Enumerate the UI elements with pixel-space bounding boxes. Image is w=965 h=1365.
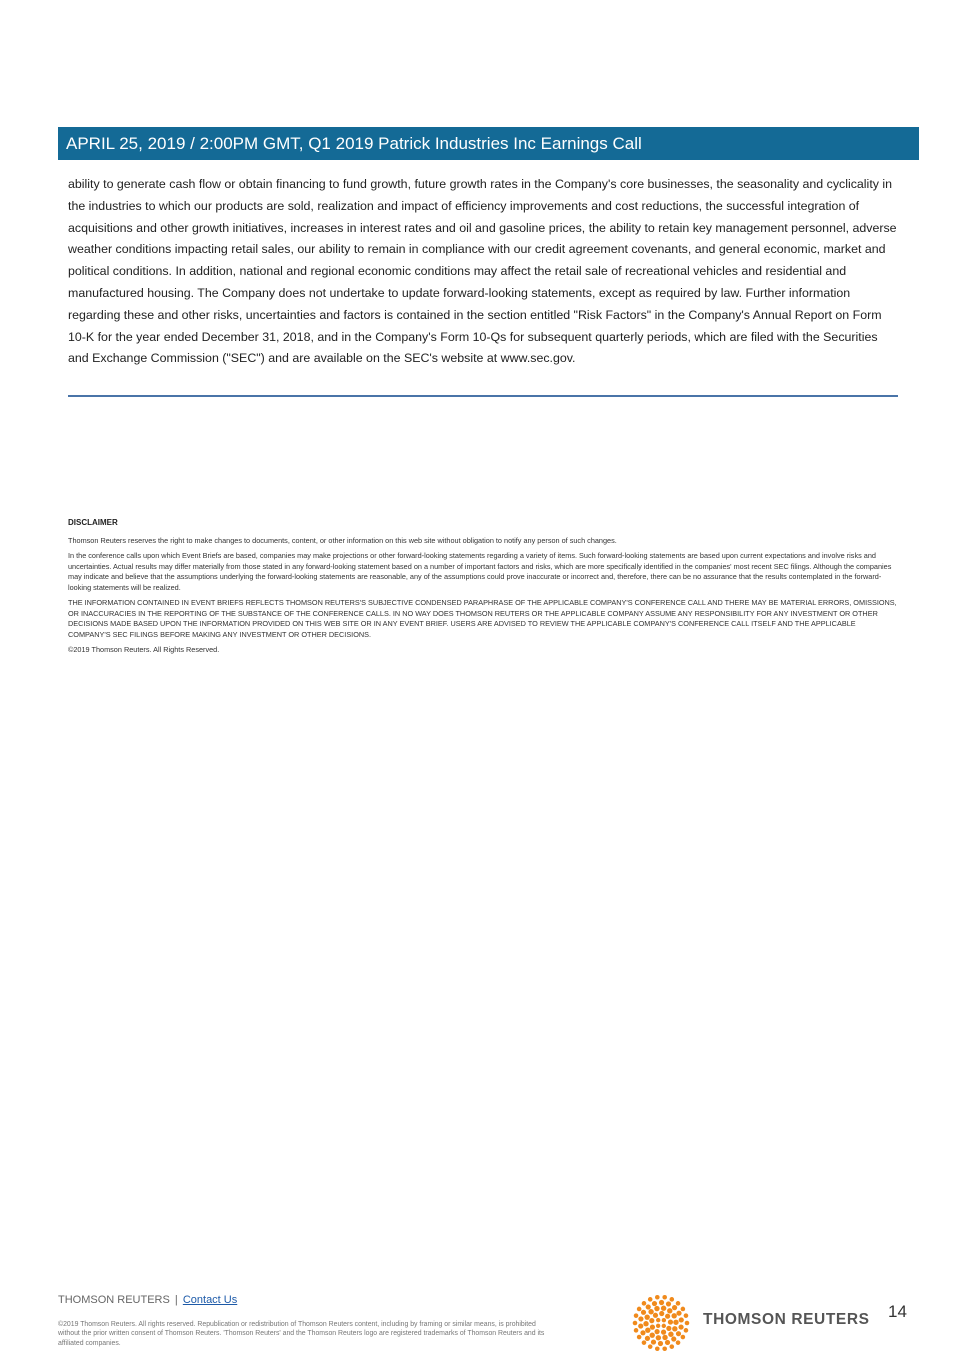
footer-separator: | [174,1294,178,1306]
logo-dot [658,1341,663,1346]
logo-dot [672,1326,677,1331]
disclaimer-section [68,518,900,661]
logo-dot [656,1324,660,1328]
logo-dot [649,1318,654,1323]
logo-dot [670,1344,675,1349]
logo-dot [681,1307,686,1312]
logo-dot [676,1311,681,1316]
logo-dot [684,1328,689,1333]
page-header-title: APRIL 25, 2019 / 2:00PM GMT, Q1 2019 Patrick Industries Inc Earnings Call [66,134,642,153]
logo-dot [671,1336,676,1341]
logo-dot [668,1319,673,1324]
logo-dot [654,1306,659,1311]
logo-dot [655,1295,660,1300]
thomson-reuters-logo-icon [632,1294,690,1352]
footer-brand-line [58,1294,237,1306]
logo-dot [668,1332,673,1337]
logo-dot [653,1313,658,1318]
logo-dot [684,1313,689,1318]
logo-dot [671,1313,676,1318]
logo-dot [641,1310,646,1315]
logo-dot [648,1344,653,1349]
logo-dot [655,1346,660,1351]
logo-dot [645,1336,650,1341]
logo-dot [666,1301,671,1306]
logo-dot [670,1297,675,1302]
logo-dot [654,1329,659,1334]
logo-dot [652,1301,657,1306]
logo-dot [681,1335,686,1340]
logo-dot [638,1316,643,1321]
logo-dot [665,1314,670,1319]
logo-dot [667,1308,672,1313]
logo-dot [648,1297,653,1302]
logo-dot [659,1300,664,1305]
footer-brand-name: THOMSON REUTERS [58,1294,170,1306]
logo-dot [662,1324,666,1328]
body-paragraph: ability to generate cash flow or obtain financing to fund growth, future growth rates in the Company's core businesses, the seasonality and cyclicality in the industries to which our products are sold, realization and impact of efficiency improvements and cost reductions, the successful integration of acquisitions and other growth initiatives, increases in interest rates and oil and gasoline prices, the ability to retain key management personnel, adverse weather conditions impacting retail sales, our ability to remain in compliance with our credit agreement covenants, and general economic, market and political conditions. In addition, national and regional economic conditions may affect the retail sale of recreational vehicles and residential and manufactured housing. The Company does not undertake to update forward-looking statements, except as required by law. Further information regarding these and other risks, uncertainties and factors is contained in the section entitled "Risk Factors" in the Company's Annual Report on Form 10-K for the year ended December 31, 2018, and in the Company's Form 10-Qs for subsequent quarterly periods, which are filed with the Securities and Exchange Commission ("SEC") and are available on the SEC's website at www.sec.gov. [68,177,897,366]
footer-logo-text: THOMSON REUTERS [703,1311,870,1328]
logo-dot [640,1330,645,1335]
logo-dot [661,1330,666,1335]
logo-dot [638,1323,643,1328]
disclaimer-paragraph-2: In the conference calls upon which Event Briefs are based, companies may make projections or other forward-looking statements regarding a variety of items. Such forward-looking statements are based upon current expectations and involve risks and uncertainties. Actual results may differ materially from those stated in any forward-looking statement based on a number of important factors and risks, which are more specifically identified in the companies' most recent SEC filings. Although the companies may indicate and believe that the assumptions underlying the forward-looking statements are reasonable, any of the assumptions could prove inaccurate or incorrect and, therefore, there can be no assurance that the results contemplated in the forward-looking statements will be realized. [68,551,892,592]
disclaimer-title: DISCLAIMER [68,518,118,527]
logo-dot [662,1295,667,1300]
logo-dot [679,1317,684,1322]
logo-dot [642,1340,647,1345]
logo-dot [651,1339,656,1344]
logo-dot [672,1305,677,1310]
disclaimer-copyright: ©2019 Thomson Reuters. All Rights Reserved. [68,645,220,654]
logo-dot [676,1340,681,1345]
logo-dot [650,1325,655,1330]
logo-dot [673,1320,678,1325]
page-header-bar [58,127,919,160]
disclaimer-paragraph-1: Thomson Reuters reserves the right to make changes to documents, content, or other information on this web site without obligation to notify any person of such changes. [68,535,617,545]
logo-dot [662,1335,667,1340]
logo-dot [685,1321,690,1326]
page-number: 14 [888,1302,907,1321]
logo-dot [637,1307,642,1312]
logo-dot [662,1346,667,1351]
logo-dot [676,1331,681,1336]
logo-dot [678,1324,683,1329]
logo-dot [656,1318,660,1322]
section-divider [68,395,898,397]
logo-dot [634,1328,639,1333]
logo-dot [659,1311,664,1316]
logo-dot [643,1321,648,1326]
logo-dot [648,1309,653,1314]
footer-legal-text: ©2019 Thomson Reuters. All rights reserved. Republication or redistribution of Thomson Reuters content, including by framing or similar means, is prohibited without the prior written consent of Thomson Reuters. 'Thomson Reuters' and the Thomson Reuters logo are registered trademarks of Thomson Reuters and its affiliated companies. [58,1321,545,1347]
logo-dot [650,1332,655,1337]
logo-dot [646,1304,651,1309]
logo-dot [662,1318,666,1322]
logo-dot [633,1321,638,1326]
logo-dot [642,1301,647,1306]
logo-dot [661,1306,666,1311]
logo-dot [644,1314,649,1319]
logo-dot [665,1340,670,1345]
logo-dot [637,1335,642,1340]
logo-dot [676,1301,681,1306]
disclaimer-paragraph-3: THE INFORMATION CONTAINED IN EVENT BRIEFS REFLECTS THOMSON REUTERS'S SUBJECTIVE CONDENSED PARAPHRASE OF THE APPLICABLE COMPANY'S CONFERENCE CALL AND THERE MAY BE MATERIAL ERRORS, OMISSIONS, OR INACCURACIES IN THE REPORTING OF THE SUBSTANCE OF THE CONFERENCE CALLS. IN NO WAY DOES THOMSON REUTERS OR THE APPLICABLE COMPANY ASSUME ANY RESPONSIBILITY FOR ANY INVESTMENT OR OTHER DECISIONS MADE BASED UPON THE INFORMATION PROVIDED ON THIS WEB SITE OR IN ANY EVENT BRIEF. USERS ARE ADVISED TO REVIEW THE APPLICABLE COMPANY'S CONFERENCE CALL ITSELF AND THE APPLICABLE COMPANY'S SEC FILINGS BEFORE MAKING ANY INVESTMENT OR OTHER DECISIONS. [68,598,897,639]
contact-us-link[interactable]: Contact Us [182,1294,238,1306]
logo-dot [634,1313,639,1318]
logo-dot [666,1326,671,1331]
logo-dot [645,1327,650,1332]
logo-dot [656,1335,661,1340]
